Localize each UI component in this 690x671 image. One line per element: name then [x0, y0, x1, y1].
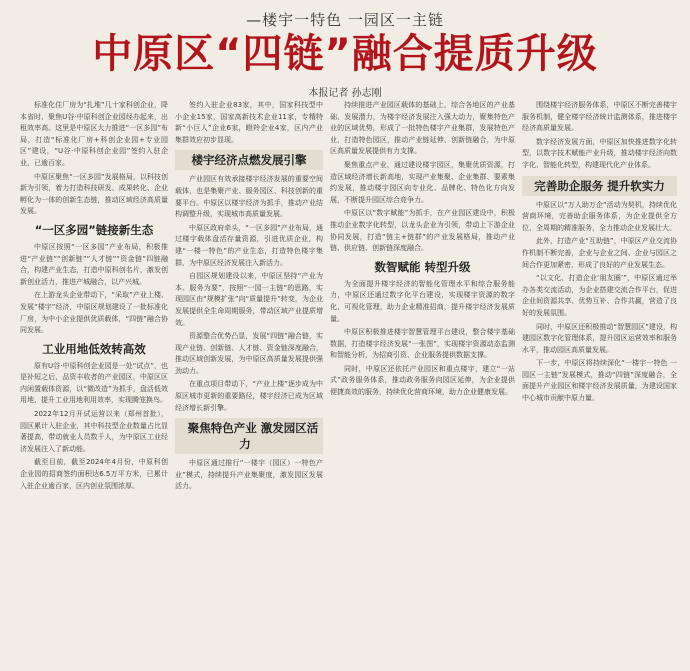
- article-column-4: [522, 100, 677, 671]
- paragraph: 中原区聚焦“一区多园”发展格局，以科技创新为引领，着力打造科技研发、成果转化、企业孵化为一体的创新生态链，推动区域经济高质量发展。: [20, 172, 168, 216]
- paragraph: “以文化、打造企业‘朋友圈’”，中原区通过举办各类交流活动，为企业搭建交流合作平台，促进企业间资源共享、优势互补、合作共赢，营造了良好的发展氛围。: [522, 274, 677, 317]
- paragraph: 在上游龙头企业带动下，“采取”产业上楼、发展“楼宇”经济，中原区规划建设了一批标准化厂房，为中小企业提供优质载体，“四链”融合协同发展。: [20, 291, 168, 335]
- paragraph: 持续推进产业园区载体的基础上，综合各地区的产业基础、发展潜力，为楼宇经济发展注入强大动力，聚集特色产业的区域优势，形成了一批特色楼宇产业集群，发展特色产业，打造特色园区，推动产业链延伸、创新链融合，为中原区高质量发展提供有力支撑。: [330, 101, 515, 156]
- paragraph: 中原区政府牵头，“一区多园”产业布局，通过楼宇载体盘活存量资源，引进优质企业，构建“一楼一特色”的产业生态，打造特色楼宇集群，为中原区经济发展注入新活力。: [175, 223, 323, 267]
- paragraph: 标准化住厂房为“扎堆”几十家科创企业，降本省时、聚焦U谷·中原科创企业园经办起来，出租效率高。这里是中原区大力推进“一区多园”布局，打造“标准化厂房+科创企业园+专业园区”建设，“U谷·中原科创企业园”签约入驻企业，已逾百家。: [20, 101, 168, 167]
- paragraph: 聚焦重点产业，通过建设楼宇园区，集聚优质资源，打造区域经济增长新高地，实现产业集聚、企业集群、要素集约发展，推动楼宇园区向专业化、品牌化、特色化方向发展，不断提升园区综合竞争力。: [330, 160, 515, 204]
- byline: 本报记者 孙志刚: [308, 88, 382, 99]
- paragraph: 资源整合优势凸显，发展“四链”融合链，实现产业链、创新链、人才链、资金链深度融合，推动区域创新发展，为中原区高质量发展提供强劲动力。: [175, 332, 323, 375]
- section-subhead: [330, 259, 515, 275]
- section-subhead: [175, 150, 323, 170]
- section-subhead-text: 数智赋能 转型升级: [374, 259, 471, 274]
- section-subhead-text: 聚焦特色产业 激发园区活力: [187, 421, 319, 452]
- paragraph: 此外，打造产业“互助链”，中原区产业交流协作机制不断完善，企业与企业之间、企业与园区之间合作更加紧密，形成了良好的产业发展生态。: [522, 237, 677, 269]
- paragraph: 自园区规划建设以来，中原区坚持“产业为本、服务为要”，按照“一园一主链”的思路，实现园区由“规模扩张”向“质量提升”转变，为企业发展提供全生命周期服务，带动区域产业提质增效。: [175, 272, 323, 327]
- paragraph: 数字经济发展方面，中原区加快推进数字化转型，以数字技术赋能产业升级，推动楼宇经济向数字化、智能化转型，构建现代化产业体系。: [522, 137, 677, 169]
- article-column-3: [330, 100, 515, 671]
- article-column-2: [175, 100, 323, 671]
- section-subhead-text: 工业用地低效转高效: [42, 341, 146, 356]
- section-subhead: [20, 222, 168, 238]
- paragraph: 中原区按照“一区多园”产业布局，积极推进“产业链”“创新链”“人才链”“资金链”四链融合，构建产业生态，打造中原科创名片，激发创新创业活力，推进产城融合，以产兴城。: [20, 242, 168, 286]
- section-subhead: [20, 341, 168, 357]
- paragraph: 2022年12月开试运营以来（郑州首批），园区累计入驻企业，其中科技型企业数量占比显著提高，带动就业人员数千人，为中原区工业经济发展注入了新动能。: [20, 410, 168, 453]
- paragraph: 中原区通过推行“一楼宇（园区）一特色产业”模式，持续提升产业集聚度，激发园区发展活力。: [175, 459, 323, 491]
- paragraph: 中原区以“数字赋能”为抓手，在产业园区建设中，积极推动企业数字化转型，以龙头企业为引领，带动上下游企业协同发展，打造“链主+链群”的产业发展格局，推动产业链、供应链、创新链深度融合。: [330, 209, 515, 253]
- paragraph: 围绕楼宇经济服务体系，中原区不断完善楼宇服务机制，健全楼宇经济统计监测体系，推进楼宇经济高质量发展。: [522, 101, 677, 133]
- paragraph: 下一步，中原区将持续深化“一楼宇一特色 一园区一主链”发展模式，推动“四链”深度融合，全面提升产业园区和楼宇经济发展质量，为建设国家中心城市贡献中原力量。: [522, 359, 677, 403]
- article-column-1: [20, 100, 168, 671]
- paragraph: 原有U谷·中原科创企业园是一处“试点”，也是补短之后，品资丰收者的产业园区，中原区区内闲置载体资源，以“微改造”为抓手，盘活低效用地，提升工业用地利用效率，实现腾笼换鸟。: [20, 361, 168, 405]
- paragraph: 签约入驻企业83家，其中，国家科技型中小企业15家，国家高新技术企业11家，专精特新“小巨人”企业6家，瞪羚企业4家，区内产业集群效应初步显现。: [175, 101, 323, 144]
- kicker: —楼宇一特色 一园区一主链: [246, 11, 444, 29]
- section-subhead: [522, 176, 677, 196]
- section-subhead-text: 完善助企服务 提升软实力: [534, 178, 665, 193]
- section-subhead-text: 楼宇经济点燃发展引擎: [191, 153, 307, 168]
- paragraph: 中原区积极推进楼宇智慧管理平台建设，整合楼宇基础数据，打造楼宇经济发展“一张图”，实现楼宇资源动态监测和智能分析，为招商引资、企业服务提供数据支撑。: [330, 328, 515, 360]
- paragraph: 产业园区有效承接楼宇经济发展的重要空间载体，也是集聚产业、服务园区、科技创新的重要平台。中原区以楼宇经济为抓手，推动产业结构调整升级，实现城市高质量发展。: [175, 175, 323, 219]
- paragraph: 同时，中原区还积极推动“智慧园区”建设，构建园区数字化管理体系，提升园区运营效率和服务水平，推动园区高质量发展。: [522, 322, 677, 354]
- paragraph: 为全面提升楼宇经济的智能化管理水平和综合服务能力，中原区还通过数字化平台建设，实现楼宇资源的数字化、可视化管理，助力企业精准招商，提升楼宇经济发展质量。: [330, 279, 515, 323]
- headline: 中原区“四链”融合提质升级: [92, 31, 598, 77]
- paragraph: 截至目前，截至2024年4月份，中原科创企业园的招商签约面积达6.5万平方米，已累计入驻企业逾百家，区内创业氛围浓厚。: [20, 458, 168, 490]
- paragraph: 在重点项目带动下，“产业上楼”逐步成为中原区城市更新的重要路径，楼宇经济已成为区域经济增长新引擎。: [175, 380, 323, 412]
- paragraph: 同时，中原区还依托产业园区和重点楼宇，建立“一站式”政务服务体系，推动政务服务向园区延伸，为企业提供便捷高效的服务，持续优化营商环境，助力企业健康发展。: [330, 364, 515, 397]
- section-subhead: [175, 418, 323, 454]
- paragraph: 中原区以“万人助万企”活动为契机，持续优化营商环境，完善助企服务体系，为企业提供全方位、全周期的精准服务，全力推动企业发展壮大。: [522, 200, 677, 232]
- section-subhead-text: “一区多园”链接新生态: [34, 222, 154, 237]
